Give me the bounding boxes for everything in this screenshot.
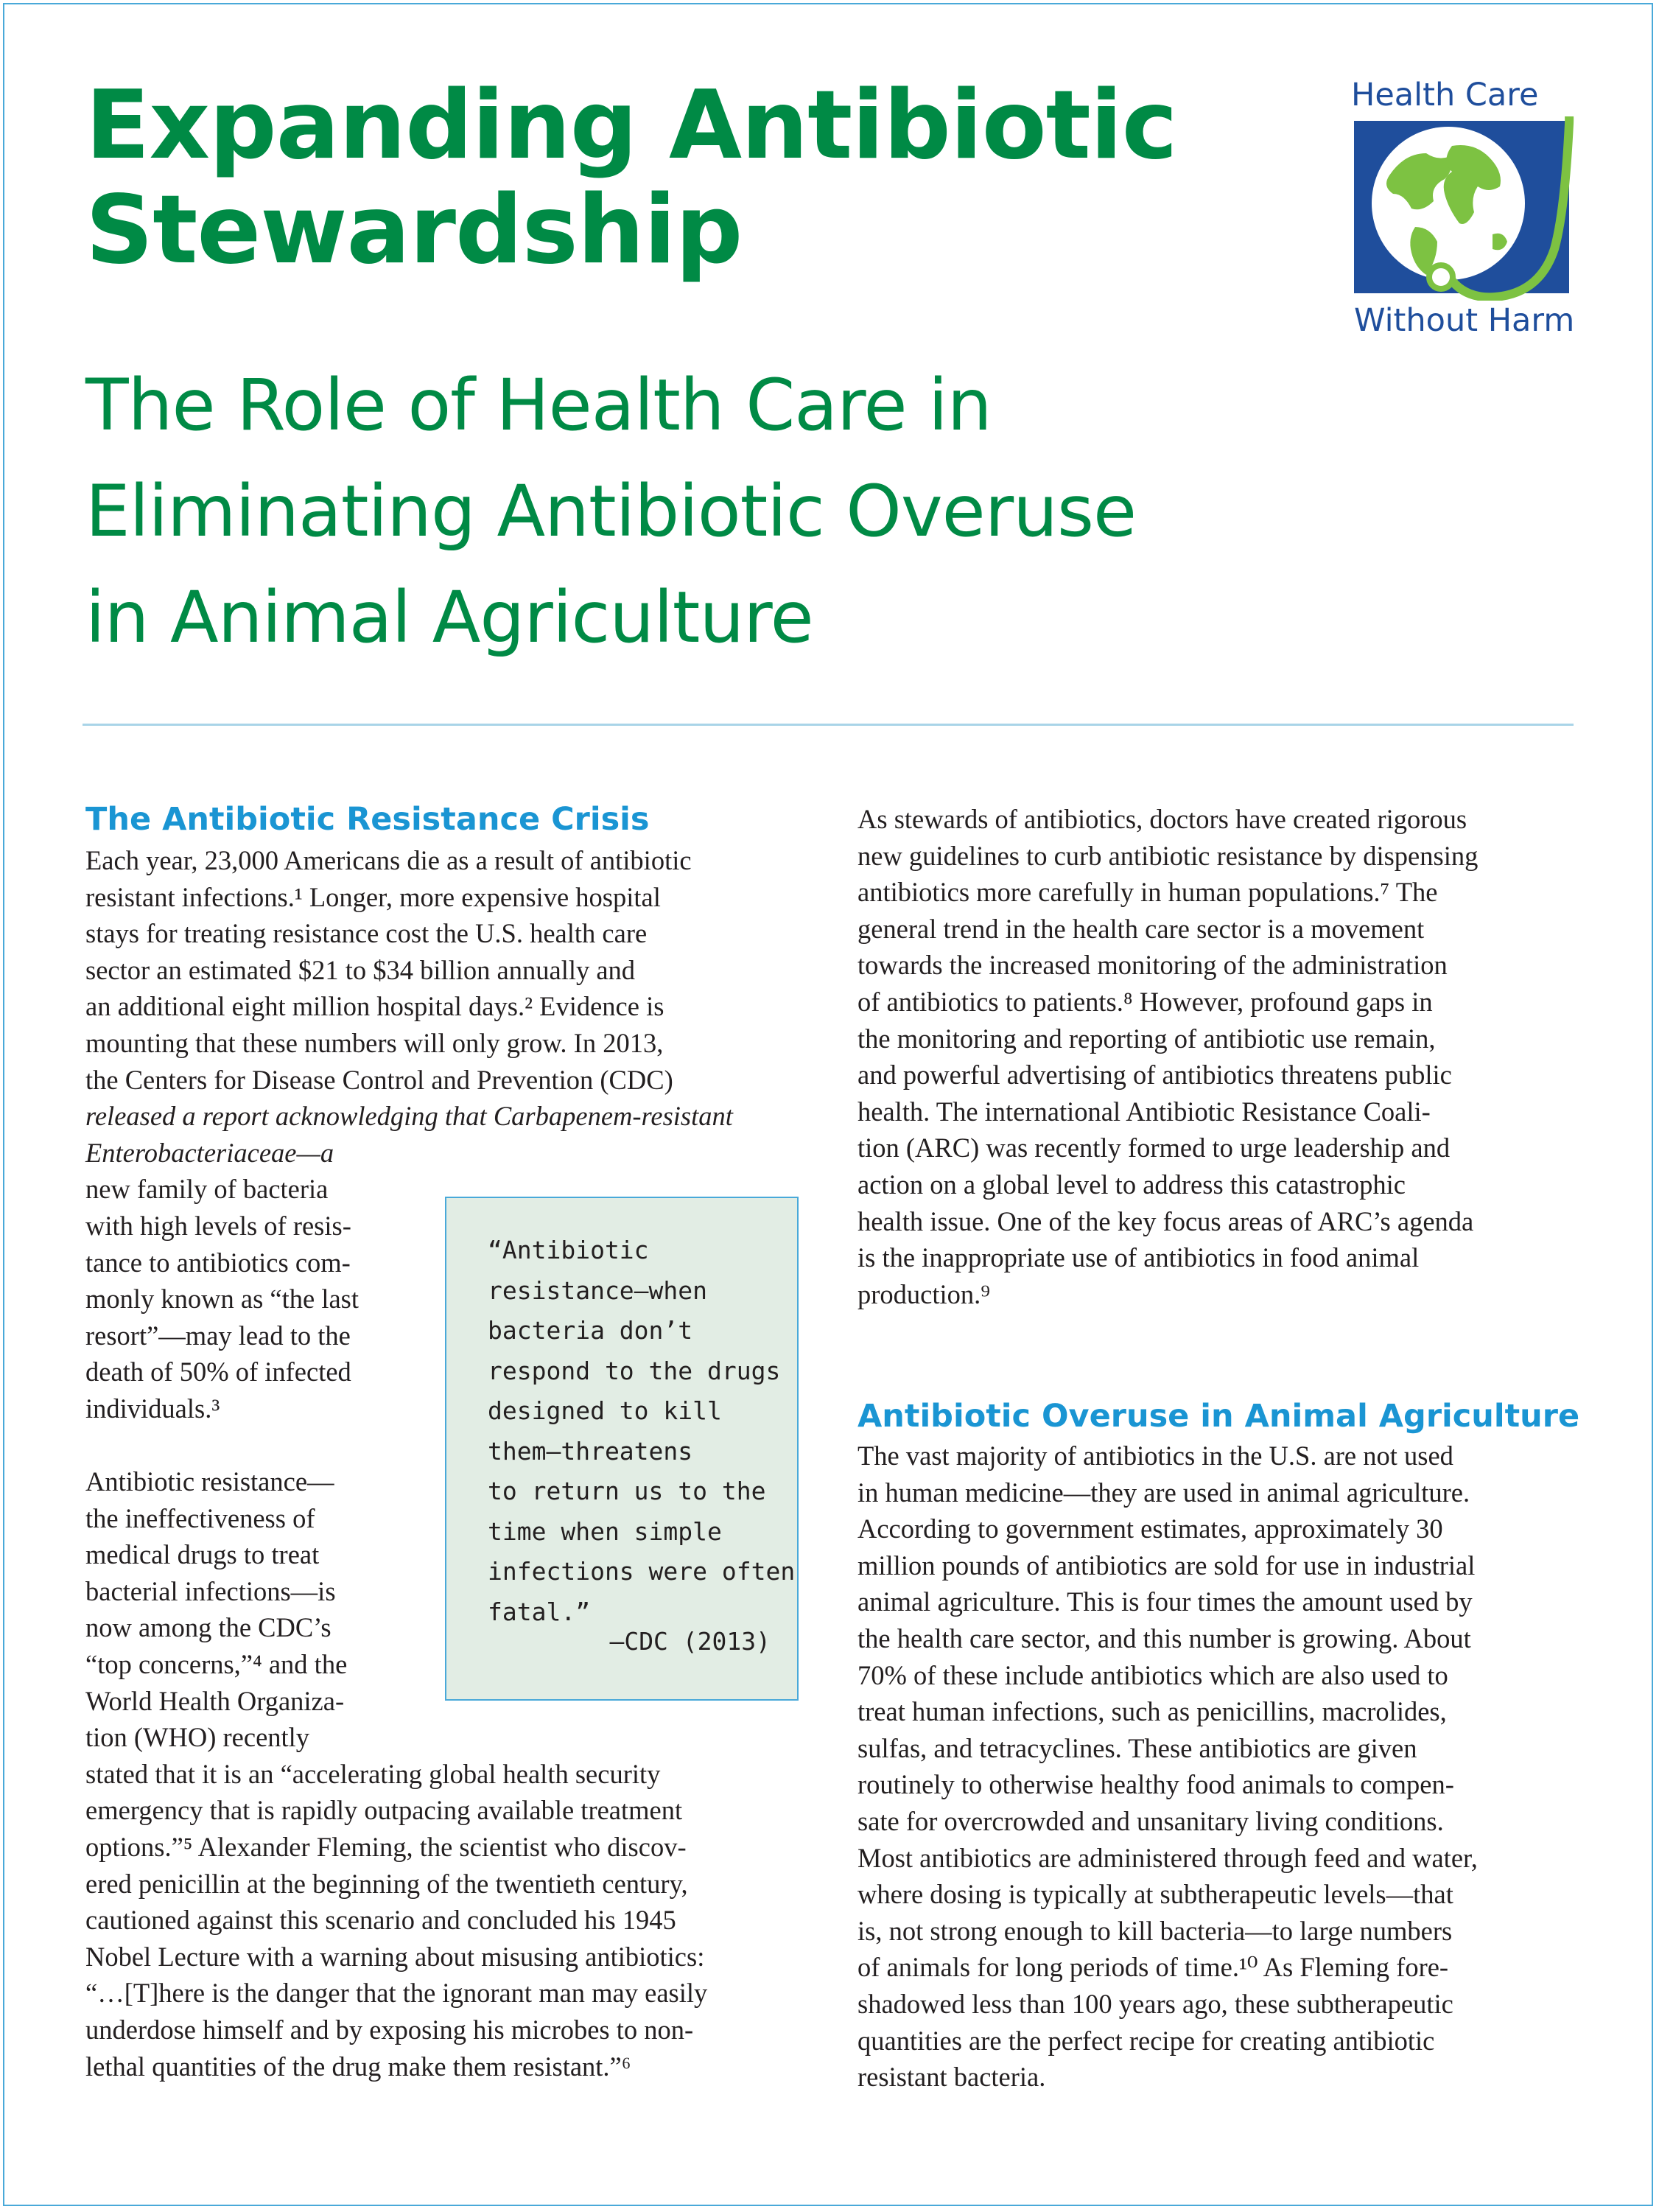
body-line: new guidelines to curb antibiotic resistance by dispensing xyxy=(857,840,1479,871)
health-care-without-harm-logo xyxy=(1345,72,1581,345)
body-line: Enterobacteriaceae—a xyxy=(85,1137,334,1168)
body-line: in human medicine—they are used in animal agriculture. xyxy=(857,1477,1470,1508)
body-line: resort”—may lead to the xyxy=(85,1320,351,1351)
body-line: sulfas, and tetracyclines. These antibiotics are given xyxy=(857,1732,1417,1763)
pull-quote xyxy=(445,1197,799,1701)
body-line: The vast majority of antibiotics in the U.S. are not used xyxy=(857,1441,1453,1471)
body-line: As stewards of antibiotics, doctors have created rigorous xyxy=(857,804,1467,834)
body-line: individuals.³ xyxy=(85,1393,220,1424)
subtitle-line: Eliminating Antibiotic Overuse xyxy=(85,470,1137,553)
body-line: production.⁹ xyxy=(857,1278,990,1309)
body-line: an additional eight million hospital days.² Evidence is xyxy=(85,991,664,1022)
body-line: sate for overcrowded and unsanitary living conditions. xyxy=(857,1805,1444,1836)
body-line: resistant infections.¹ Longer, more expensive hospital xyxy=(85,881,661,912)
quote-line: to return us to the xyxy=(488,1477,766,1505)
logo-top-text: Health Care xyxy=(1351,77,1539,113)
body-line: routinely to otherwise healthy food animals to compen- xyxy=(857,1769,1454,1800)
body-line: death of 50% of infected xyxy=(85,1357,351,1387)
quote-line: fatal.” xyxy=(488,1597,591,1626)
body-line: action on a global level to address this catastrophic xyxy=(857,1169,1406,1200)
body-line: towards the increased monitoring of the administration xyxy=(857,950,1448,981)
body-line: is, not strong enough to kill bacteria—to large numbers xyxy=(857,1915,1453,1946)
body-line: treat human infections, such as penicillins, macrolides, xyxy=(857,1696,1447,1727)
body-line: the monitoring and reporting of antibiotic use remain, xyxy=(857,1023,1436,1054)
body-line: 70% of these include antibiotics which are also used to xyxy=(857,1659,1448,1690)
body-line: of animals for long periods of time.¹⁰ As Fleming fore- xyxy=(857,1952,1449,1983)
body-line: emergency that is rapidly outpacing available treatment xyxy=(85,1795,683,1826)
section-heading-animal-agriculture: Antibiotic Overuse in Animal Agriculture xyxy=(857,1398,1580,1435)
subtitle-line: The Role of Health Care in xyxy=(85,364,992,447)
quote-line: designed to kill xyxy=(488,1396,722,1425)
globe-stethoscope-icon xyxy=(1345,116,1581,301)
body-line: general trend in the health care sector is a movement xyxy=(857,913,1425,944)
body-line: tance to antibiotics com- xyxy=(85,1247,351,1278)
body-line: “…[T]here is the danger that the ignorant man may easily xyxy=(85,1978,708,2009)
quote-line: infections were often xyxy=(488,1557,796,1586)
quote-line: them—threatens xyxy=(488,1436,693,1466)
header-divider xyxy=(83,724,1574,726)
right-column-body xyxy=(857,801,1478,1312)
body-line: quantities are the perfect recipe for creating antibiotic xyxy=(857,2025,1435,2056)
body-line: According to government estimates, approximately 30 xyxy=(857,1513,1443,1544)
body-line: stays for treating resistance cost the U.S. health care xyxy=(85,918,648,949)
body-line: with high levels of resis- xyxy=(85,1210,351,1241)
body-line: now among the CDC’s xyxy=(85,1612,332,1643)
body-line: million pounds of antibiotics are sold for use in industrial xyxy=(857,1550,1476,1581)
pull-quote-text xyxy=(488,1231,795,1632)
body-line: resistant bacteria. xyxy=(857,2062,1046,2093)
quote-line: bacteria don’t xyxy=(488,1316,693,1345)
quote-line: respond to the drugs xyxy=(488,1356,781,1385)
quote-line: time when simple xyxy=(488,1516,722,1546)
body-line: new family of bacteria xyxy=(85,1174,329,1205)
body-line: health issue. One of the key focus areas of ARC’s agenda xyxy=(857,1205,1474,1236)
body-line: is the inappropriate use of antibiotics in food animal xyxy=(857,1242,1420,1273)
body-line: animal agriculture. This is four times the amount used by xyxy=(857,1586,1473,1617)
body-line: cautioned against this scenario and concluded his 1945 xyxy=(85,1905,676,1936)
page-subtitle xyxy=(85,352,1136,671)
title-line: Expanding Antibiotic xyxy=(85,71,1177,181)
body-line: options.”⁵ Alexander Fleming, the scientist who discov- xyxy=(85,1832,687,1863)
body-line: lethal quantities of the drug make them resistant.”⁶ xyxy=(85,2051,631,2082)
body-line: antibiotics more carefully in human populations.⁷ The xyxy=(857,877,1438,908)
body-line: stated that it is an “accelerating global health security xyxy=(85,1758,661,1789)
section2-body xyxy=(857,1438,1478,2096)
body-line: Antibiotic resistance— xyxy=(85,1466,334,1497)
body-line: tion (WHO) recently xyxy=(85,1722,310,1753)
subtitle-line: in Animal Agriculture xyxy=(85,576,813,659)
section-heading-resistance-crisis: The Antibiotic Resistance Crisis xyxy=(85,801,650,838)
body-line: ered penicillin at the beginning of the twentieth century, xyxy=(85,1868,688,1899)
body-line: World Health Organiza- xyxy=(85,1685,345,1716)
body-line: Most antibiotics are administered through feed and water, xyxy=(857,1842,1478,1873)
body-line: mounting that these numbers will only grow. In 2013, xyxy=(85,1027,664,1058)
title-line: Stewardship xyxy=(85,175,743,285)
body-line: bacterial infections—is xyxy=(85,1575,336,1606)
body-line: released a report acknowledging that Carbapenem-resistant xyxy=(85,1101,733,1132)
body-line: Each year, 23,000 Americans die as a result of antibiotic xyxy=(85,845,692,875)
quote-attribution: –CDC (2013) xyxy=(609,1627,771,1656)
body-line: health. The international Antibiotic Resistance Coali- xyxy=(857,1096,1431,1127)
body-line: the Centers for Disease Control and Prevention (CDC) xyxy=(85,1064,673,1095)
body-line: shadowed less than 100 years ago, these subtherapeutic xyxy=(857,1988,1453,2019)
body-line: monly known as “the last xyxy=(85,1284,359,1315)
page-title xyxy=(85,71,1177,285)
body-line: the health care sector, and this number is growing. About xyxy=(857,1623,1471,1653)
body-line: of antibiotics to patients.⁸ However, profound gaps in xyxy=(857,986,1433,1017)
body-line: “top concerns,”⁴ and the xyxy=(85,1649,348,1680)
body-line: where dosing is typically at subtherapeutic levels—that xyxy=(857,1879,1453,1910)
body-line: and powerful advertising of antibiotics threatens public xyxy=(857,1060,1452,1091)
logo-bottom-text: Without Harm xyxy=(1354,302,1575,339)
body-line: sector an estimated $21 to $34 billion annually and xyxy=(85,954,636,985)
body-line: the ineffectiveness of xyxy=(85,1502,315,1533)
quote-line: “Antibiotic xyxy=(488,1236,649,1264)
body-line: tion (ARC) was recently formed to urge leadership and xyxy=(857,1133,1451,1163)
quote-line: resistance—when xyxy=(488,1275,708,1305)
body-line: underdose himself and by exposing his microbes to non- xyxy=(85,2015,694,2045)
body-line: Nobel Lecture with a warning about misusing antibiotics: xyxy=(85,1941,705,1972)
body-line: medical drugs to treat xyxy=(85,1539,320,1570)
